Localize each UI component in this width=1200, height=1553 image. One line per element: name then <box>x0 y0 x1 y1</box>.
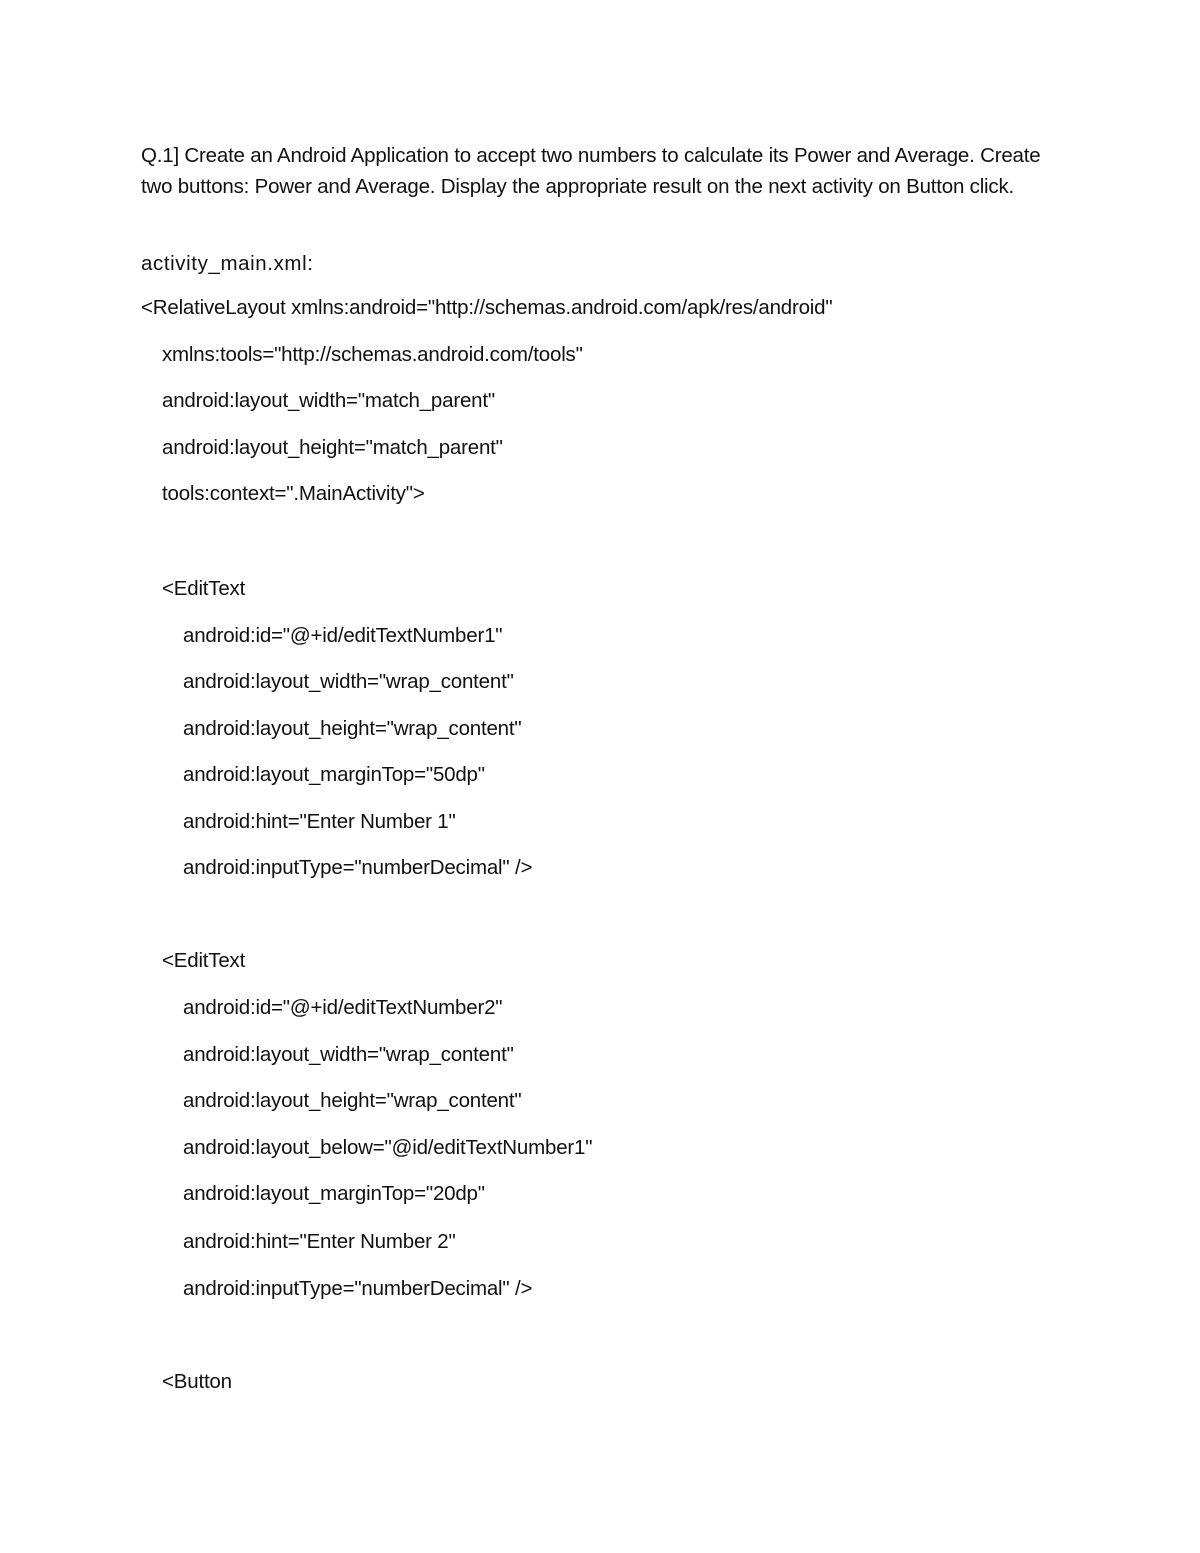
code-line: android:layout_width="match_parent" <box>162 389 495 412</box>
code-line: android:layout_marginTop="50dp" <box>183 763 485 786</box>
code-line: android:hint="Enter Number 2" <box>183 1230 456 1253</box>
code-line: android:layout_marginTop="20dp" <box>183 1182 485 1205</box>
filename-label: activity_main.xml: <box>141 252 314 275</box>
code-line: <EditText <box>162 949 246 972</box>
code-line: android:layout_height="match_parent" <box>162 436 503 459</box>
code-line: android:layout_width="wrap_content" <box>183 1043 514 1066</box>
code-line: android:inputType="numberDecimal" /> <box>183 856 533 879</box>
code-line: android:layout_height="wrap_content" <box>183 1089 522 1112</box>
code-line: android:inputType="numberDecimal" /> <box>183 1277 533 1300</box>
code-line: android:id="@+id/editTextNumber1" <box>183 624 503 647</box>
code-line: xmlns:tools="http://schemas.android.com/tools" <box>162 343 583 366</box>
question-text: Q.1] Create an Android Application to accept two numbers to calculate its Power and Average. Create two buttons: Power and Average. Display the appropriate result on the next activity on Button click. <box>141 144 1041 198</box>
code-line: android:layout_below="@id/editTextNumber1" <box>183 1136 593 1159</box>
code-line: android:layout_height="wrap_content" <box>183 717 522 740</box>
code-line: android:id="@+id/editTextNumber2" <box>183 996 503 1019</box>
code-line: android:hint="Enter Number 1" <box>183 810 456 833</box>
code-line: <RelativeLayout xmlns:android="http://schemas.android.com/apk/res/android" <box>141 296 833 319</box>
code-line: android:layout_width="wrap_content" <box>183 670 514 693</box>
code-line: <Button <box>162 1370 232 1393</box>
code-line: tools:context=".MainActivity"> <box>162 482 425 505</box>
code-line: <EditText <box>162 577 246 600</box>
